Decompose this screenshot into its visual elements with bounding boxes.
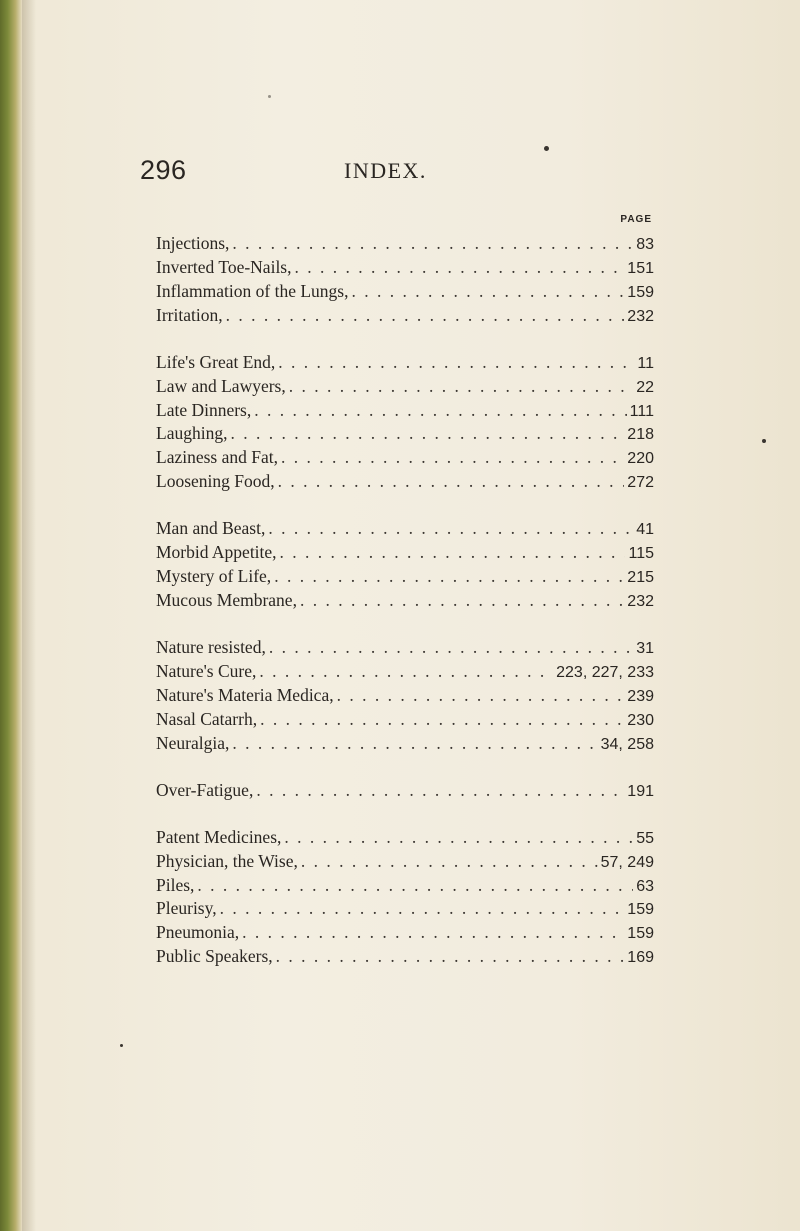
- entry-pages: 215: [627, 569, 654, 587]
- dot-leader: [281, 446, 624, 470]
- index-entry: [156, 636, 654, 660]
- entry-pages: 239: [627, 687, 654, 705]
- index-entry: [156, 826, 654, 850]
- entry-term: Late Dinners,: [156, 399, 252, 420]
- entry-term: Mucous Membrane,: [156, 589, 297, 610]
- running-head: INDEX.: [344, 158, 427, 183]
- index-entry: [156, 280, 654, 304]
- entry-term: Life's Great End,: [156, 351, 276, 372]
- entry-term: Man and Beast,: [156, 518, 266, 539]
- dot-leader: [232, 732, 597, 756]
- ink-speck: [544, 146, 549, 151]
- index-entry: [156, 375, 654, 399]
- index-entry: [156, 422, 654, 446]
- dot-leader: [278, 470, 625, 494]
- index-entry: [156, 874, 654, 898]
- entry-term: Neuralgia,: [156, 732, 230, 753]
- group-spacer: [156, 613, 654, 636]
- entry-term: Injections,: [156, 233, 230, 253]
- index-entry: [156, 446, 654, 470]
- dot-leader: [254, 399, 626, 423]
- dot-leader: [351, 280, 624, 304]
- entry-term: Public Speakers,: [156, 946, 273, 967]
- entry-pages: 151: [627, 259, 654, 277]
- index-entry: [156, 897, 654, 921]
- entry-term: Laughing,: [156, 423, 228, 444]
- dot-leader: [226, 304, 625, 328]
- index-entry: [156, 232, 654, 256]
- entry-term: Laziness and Fat,: [156, 447, 278, 468]
- index-entry: [156, 732, 654, 756]
- page-number: 296: [140, 155, 187, 185]
- index-entry: [156, 684, 654, 708]
- entry-term: Inflammation of the Lungs,: [156, 280, 349, 301]
- entry-term: Nature resisted,: [156, 637, 266, 658]
- entry-term: Mystery of Life,: [156, 566, 272, 587]
- index-entry: [156, 256, 654, 280]
- entry-pages: 191: [627, 782, 654, 800]
- dot-leader: [301, 850, 598, 874]
- index-entry: [156, 779, 654, 803]
- entry-term: Pleurisy,: [156, 898, 217, 919]
- page-column-label: PAGE: [620, 214, 652, 225]
- entry-term: Physician, the Wise,: [156, 850, 298, 871]
- entry-pages: 115: [628, 545, 654, 563]
- entry-term: Law and Lawyers,: [156, 375, 286, 396]
- group-spacer: [156, 494, 654, 517]
- entry-pages: 34, 258: [600, 735, 654, 753]
- dot-leader: [274, 565, 624, 589]
- index-entry: [156, 589, 654, 613]
- entry-pages: 22: [636, 378, 654, 396]
- entry-pages: 159: [627, 901, 654, 919]
- entry-pages: 232: [627, 592, 654, 610]
- gutter-shadow: [22, 0, 36, 1231]
- entry-pages: 223, 227, 233: [556, 663, 654, 681]
- index-entry: [156, 470, 654, 494]
- dot-leader: [337, 684, 625, 708]
- entry-pages: 272: [627, 474, 654, 492]
- entry-pages: 83: [636, 236, 654, 253]
- entry-pages: 57, 249: [600, 853, 654, 871]
- entry-pages: 230: [627, 711, 654, 729]
- group-spacer: [156, 328, 654, 351]
- index-entry: [156, 850, 654, 874]
- dot-leader: [232, 232, 633, 256]
- entry-term: Nature's Cure,: [156, 660, 257, 681]
- entry-pages: 159: [627, 925, 654, 943]
- dot-leader: [284, 826, 633, 850]
- group-spacer: [156, 803, 654, 826]
- index-entry: [156, 517, 654, 541]
- entry-pages: 220: [627, 450, 654, 468]
- entry-pages: 55: [636, 829, 654, 847]
- dot-leader: [268, 517, 633, 541]
- entry-term: Irritation,: [156, 304, 223, 325]
- dot-leader: [276, 945, 625, 969]
- entry-pages: 11: [637, 354, 654, 372]
- dot-leader: [259, 660, 553, 684]
- ink-speck: [120, 1044, 123, 1047]
- entry-term: Pneumonia,: [156, 922, 240, 943]
- index-list: [156, 232, 654, 969]
- entry-term: Patent Medicines,: [156, 826, 282, 847]
- entry-term: Nature's Materia Medica,: [156, 684, 334, 705]
- index-entry: [156, 945, 654, 969]
- entry-term: Inverted Toe-Nails,: [156, 256, 292, 277]
- index-entry: [156, 921, 654, 945]
- dot-leader: [256, 779, 624, 803]
- entry-pages: 111: [629, 402, 654, 420]
- dot-leader: [295, 256, 625, 280]
- index-entry: [156, 351, 654, 375]
- ink-speck: [762, 439, 766, 443]
- book-spine-edge: [0, 0, 22, 1231]
- entry-pages: 31: [636, 640, 654, 658]
- index-entry: [156, 708, 654, 732]
- entry-pages: 63: [636, 877, 654, 895]
- dot-leader: [230, 422, 624, 446]
- dot-leader: [220, 897, 625, 921]
- entry-pages: 41: [636, 521, 654, 539]
- entry-pages: 232: [627, 307, 654, 325]
- entry-term: Over-Fatigue,: [156, 779, 254, 800]
- dot-leader: [260, 708, 624, 732]
- dot-leader: [269, 636, 633, 660]
- entry-pages: 218: [627, 426, 654, 444]
- entry-pages: 169: [627, 949, 654, 967]
- index-entry: [156, 660, 654, 684]
- dot-leader: [278, 351, 634, 375]
- index-entry: [156, 565, 654, 589]
- index-entry: [156, 304, 654, 328]
- entry-term: Loosening Food,: [156, 471, 275, 492]
- entry-pages: 159: [627, 283, 654, 301]
- group-spacer: [156, 755, 654, 778]
- entry-term: Piles,: [156, 874, 195, 895]
- dot-leader: [300, 589, 624, 613]
- entry-term: Nasal Catarrh,: [156, 708, 258, 729]
- entry-term: Morbid Appetite,: [156, 542, 277, 563]
- dot-leader: [197, 874, 633, 898]
- index-entry: [156, 399, 654, 423]
- dot-leader: [289, 375, 633, 399]
- ink-speck: [268, 95, 271, 98]
- dot-leader: [280, 541, 626, 565]
- dot-leader: [242, 921, 624, 945]
- index-entry: [156, 541, 654, 565]
